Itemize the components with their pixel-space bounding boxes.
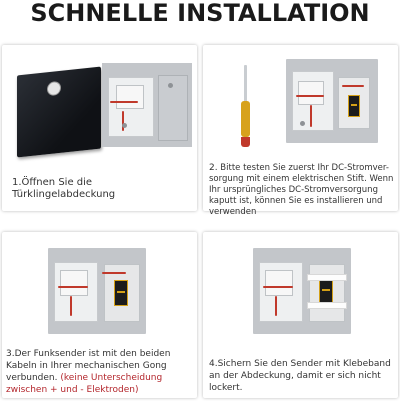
bell-button-icon (47, 81, 61, 96)
step-number: 2. (209, 163, 218, 173)
step-2-caption (209, 163, 395, 218)
step-text: Öffnen Sie die Türklingelabdeckung (12, 177, 116, 200)
chime-housing-photo (102, 63, 192, 147)
step-1-caption (12, 177, 190, 201)
test-pen-photo (218, 57, 278, 149)
step-card-2 (203, 45, 398, 217)
test-pen-icon (244, 65, 247, 103)
step-text: Bitte testen Sie zuerst Ihr DC-Stromver- sorgung mit einem elektrischen Stift. Wenn Ihr ursprüngliches DC-Stromversorgung kaputt ist, können Sie es installieren und verwenden (209, 163, 394, 217)
transmitter-wiring-photo (48, 248, 146, 334)
step-card-3 (2, 232, 197, 398)
step-4-caption (209, 358, 395, 394)
chime-housing-photo (286, 59, 378, 143)
step-3-caption (6, 348, 194, 396)
transmitter-taped-photo (253, 248, 351, 334)
doorbell-cover-photo (7, 57, 192, 149)
step-card-4 (203, 232, 398, 398)
step-card-1 (2, 45, 197, 211)
step-number: 3. (6, 349, 15, 359)
page-title: SCHNELLE INSTALLATION (30, 0, 370, 27)
step-number: 4. (209, 359, 218, 369)
step-text: Der Funksender ist mit den beiden Kabeln in Ihrer mechanischen Gong verbunden. (6, 349, 171, 383)
step-text: Sichern Sie den Sender mit Klebeband an der Abdeckung, damit er sich nicht lockert. (209, 359, 391, 393)
tape-strip-icon (307, 274, 347, 281)
doorbell-cover-icon (17, 67, 101, 158)
step-number: 1. (12, 177, 22, 188)
polarity-note: (keine Unterscheidung zwischen + und - Elektroden) (6, 373, 163, 395)
